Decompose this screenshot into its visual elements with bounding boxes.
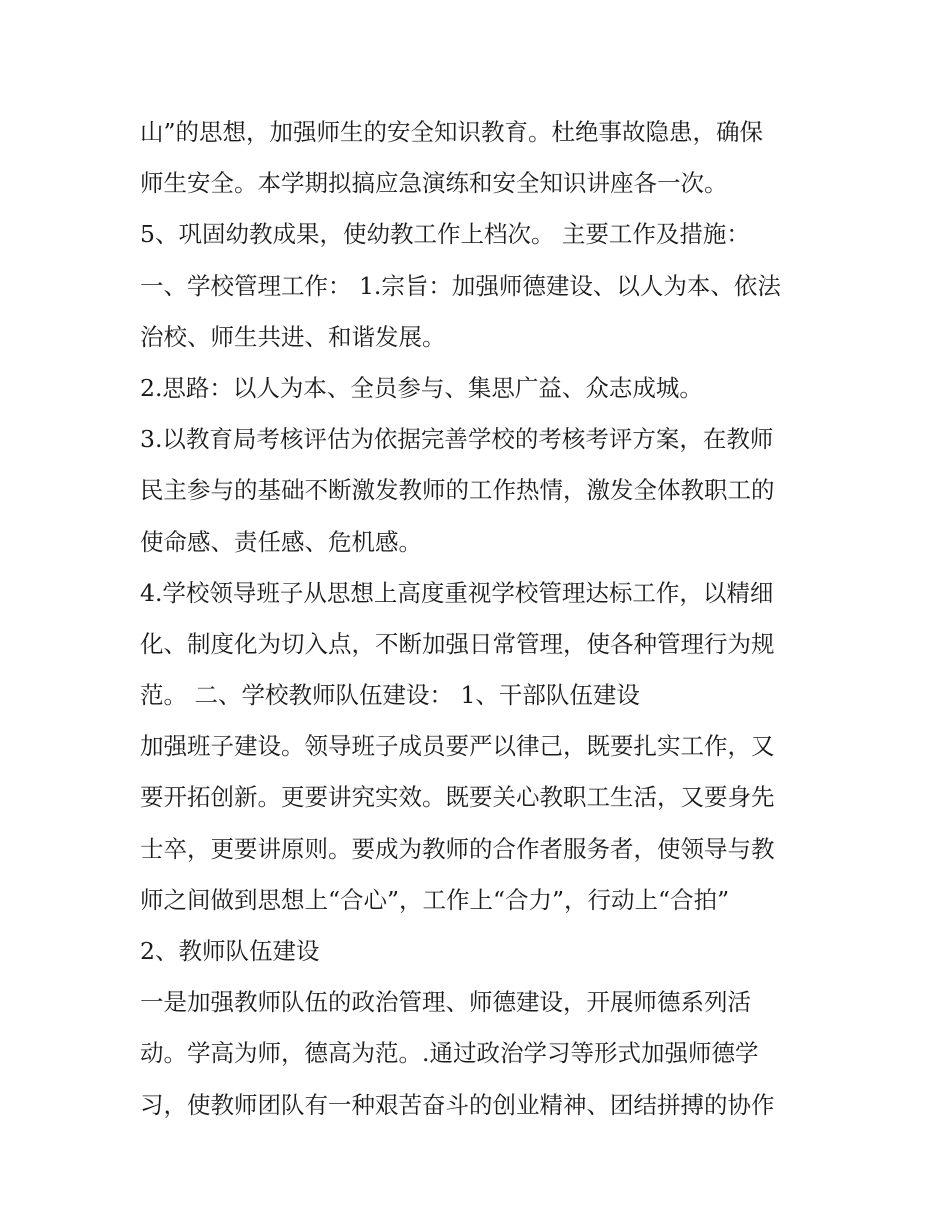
- text-line: 师生安全。本学期拟搞应急演练和安全知识讲座各一次。: [140, 169, 728, 198]
- document-body: [140, 107, 830, 1131]
- text-line: 一是加强教师队伍的政治管理、师德建设，开展师德系列活: [140, 988, 751, 1017]
- text-line: 治校、师生共进、和谐发展。: [140, 322, 446, 351]
- text-line: 一、学校管理工作： 1.宗旨：加强师德建设、以人为本、依法: [140, 271, 781, 300]
- text-line: 加强班子建设。领导班子成员要严以律己，既要扎实工作，又: [140, 732, 775, 761]
- text-line: 山”的思想，加强师生的安全知识教育。杜绝事故隐患，确保: [140, 118, 764, 146]
- text-line: 民主参与的基础不断激发教师的工作热情，激发全体教职工的: [140, 476, 775, 505]
- text-line: 5、巩固幼教成果，使幼教工作上档次。 主要工作及措施：: [140, 220, 750, 249]
- text-line: 范。 二、学校教师队伍建设： 1、干部队伍建设: [140, 681, 640, 710]
- text-line: 化、制度化为切入点，不断加强日常管理，使各种管理行为规: [140, 629, 775, 658]
- text-line: 2、教师队伍建设: [140, 937, 320, 965]
- text-line: 士卒，更要讲原则。要成为教师的合作者服务者，使领导与教: [140, 834, 775, 863]
- text-line: 要开拓创新。更要讲究实效。既要关心教职工生活，又要身先: [140, 783, 775, 812]
- text-line: 2.思路：以人为本、全员参与、集思广益、众志成城。: [140, 373, 703, 402]
- text-line: 习，使教师团队有一种艰苦奋斗的创业精神、团结拼搏的协作: [140, 1090, 775, 1119]
- text-line: 4.学校领导班子从思想上高度重视学校管理达标工作，以精细: [140, 578, 774, 607]
- text-line: 动。学高为师，德高为范。.通过政治学习等形式加强师德学: [140, 1039, 759, 1068]
- text-line: 3.以教育局考核评估为依据完善学校的考核考评方案，在教师: [140, 425, 774, 454]
- text-line: 师之间做到思想上“合心”，工作上“合力”，行动上“合拍”: [140, 885, 730, 914]
- text-line: 使命感、责任感、危机感。: [140, 527, 422, 556]
